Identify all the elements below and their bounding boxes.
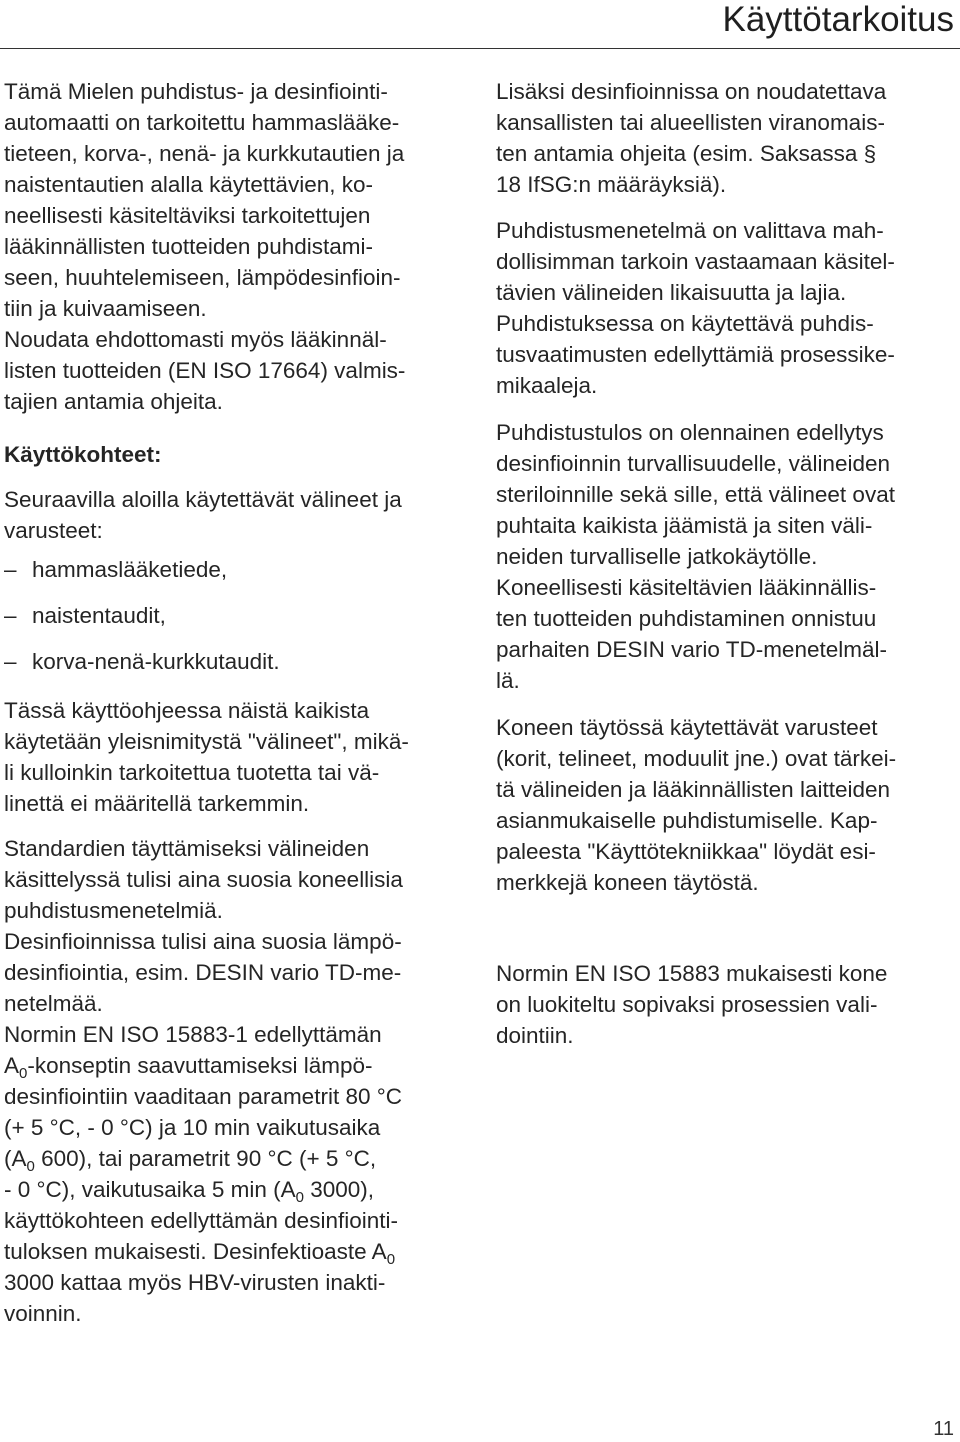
text-line: käsittelyssä tulisi aina suosia koneellisia	[4, 867, 403, 892]
list-item	[4, 593, 472, 639]
text-line: voinnin.	[4, 1301, 82, 1326]
a0-symbol: A	[4, 1053, 20, 1078]
dash-bullet: –	[4, 557, 17, 582]
text-line: paleesta "Käyttötekniikkaa" löydät esi-	[496, 839, 876, 864]
text-line: parhaiten DESIN vario TD-menetelmäl-	[496, 637, 887, 662]
dash-bullet: –	[4, 603, 17, 628]
text-line: linettä ei määritellä tarkemmin.	[4, 791, 310, 816]
a0-subscript: 0	[295, 1189, 304, 1206]
page-number: 11	[933, 1418, 954, 1440]
text-line: käyttökohteen edellyttämän desinfiointi-	[4, 1208, 398, 1233]
text-line: Koneen täytössä käytettävät varusteet	[496, 715, 878, 740]
text-line: käytetään yleisnimitystä "välineet", mikä-	[4, 729, 409, 754]
list-item-label: korva-nenä-kurkkutaudit.	[32, 649, 280, 674]
dash-bullet: –	[4, 649, 17, 674]
text-line: 3000 kattaa myös HBV-virusten inakti-	[4, 1270, 386, 1295]
text-line: dollisimman tarkoin vastaamaan käsitel-	[496, 249, 895, 274]
authorities-paragraph	[496, 76, 956, 200]
text-fragment: - 0 °C), vaikutusaika 5 min (A	[4, 1177, 296, 1202]
text-line	[4, 1236, 472, 1267]
text-line: Noudata ehdottomasti myös lääkinnäl-	[4, 327, 387, 352]
text-fragment: (A	[4, 1146, 27, 1171]
text-line: (+ 5 °C, - 0 °C) ja 10 min vaikutusaika	[4, 1115, 381, 1140]
text-line: desinfioinnin turvallisuudelle, välineiden	[496, 451, 891, 476]
text-line: merkkejä koneen täytöstä.	[496, 870, 759, 895]
terms-paragraph	[4, 695, 472, 819]
text-line: Standardien täyttämiseksi välineiden	[4, 836, 370, 861]
text-line	[4, 1143, 472, 1174]
text-fragment: 3000),	[303, 1177, 374, 1202]
text-line: Puhdistuksessa on käytettävä puhdis-	[496, 311, 874, 336]
text-line: 18 IfSG:n määräyksiä).	[496, 172, 727, 197]
fields-paragraph	[4, 484, 472, 546]
text-line: Normin EN ISO 15883-1 edellyttämän	[4, 1022, 382, 1047]
text-line: automaatti on tarkoitettu hammaslääke-	[4, 110, 400, 135]
text-line: seen, huuhtelemiseen, lämpödesinfioin-	[4, 265, 401, 290]
text-line: desinfiointiin vaaditaan parametrit 80 °C	[4, 1084, 402, 1109]
text-line: Normin EN ISO 15883 mukaisesti kone	[496, 961, 888, 986]
text-line: Tämä Mielen puhdistus- ja desinfiointi-	[4, 79, 388, 104]
text-line: tajien antamia ohjeita.	[4, 389, 223, 414]
list-item	[4, 639, 472, 685]
text-line: tä välineiden ja lääkinnällisten laitteiden	[496, 777, 891, 802]
section-heading: Käyttökohteet:	[4, 442, 162, 467]
method-paragraph	[496, 215, 956, 401]
text-line: Tässä käyttöohjeessa näistä kaikista	[4, 698, 370, 723]
text-line: li kulloinkin tarkoitettua tuotetta tai vä-	[4, 760, 380, 785]
text-line: tävien välineiden likaisuutta ja lajia.	[496, 280, 847, 305]
text-line: mikaaleja.	[496, 373, 598, 398]
text-fragment: 600), tai parametrit 90 °C (+ 5 °C,	[34, 1146, 377, 1171]
text-line: lä.	[496, 668, 520, 693]
text-line: lääkinnällisten tuotteiden puhdistami-	[4, 234, 373, 259]
text-line: ten antamia ohjeita (esim. Saksassa §	[496, 141, 877, 166]
standards-paragraph	[4, 833, 472, 1329]
list-item-label: hammaslääketiede,	[32, 557, 228, 582]
a0-subscript: 0	[386, 1251, 396, 1268]
text-line	[4, 1174, 472, 1205]
text-line: puhdistusmenetelmiä.	[4, 898, 223, 923]
text-line: on luokiteltu sopivaksi prosessien vali-	[496, 992, 878, 1017]
text-line: asianmukaiselle puhdistumiselle. Kap-	[496, 808, 878, 833]
text-fragment: -konseptin saavuttamiseksi lämpö-	[27, 1053, 373, 1078]
text-line: tiin ja kuivaamiseen.	[4, 296, 207, 321]
text-line: kansallisten tai alueellisten viranomais-	[496, 110, 885, 135]
text-fragment: tuloksen mukaisesti. Desinfektioaste A	[4, 1239, 387, 1264]
page-title: Käyttötarkoitus	[722, 0, 954, 39]
intro-paragraph	[4, 76, 472, 417]
text-line: tusvaatimusten edellyttämiä prosessike-	[496, 342, 895, 367]
fields-list	[4, 547, 472, 685]
header-divider	[0, 48, 960, 49]
text-line: desinfiointia, esim. DESIN vario TD-me-	[4, 960, 402, 985]
validation-paragraph	[496, 958, 956, 1051]
right-column	[496, 76, 956, 1051]
result-paragraph	[496, 417, 956, 696]
text-line: neellisesti käsiteltäviksi tarkoitettujen	[4, 203, 371, 228]
text-line: puhtaita kaikista jäämistä ja siten väli-	[496, 513, 873, 538]
text-line: Puhdistusmenetelmä on valittava mah-	[496, 218, 884, 243]
text-line: steriloinnille sekä sille, että välineet ovat	[496, 482, 895, 507]
list-item-label: naistentaudit,	[32, 603, 166, 628]
left-column	[4, 76, 472, 1329]
text-line	[4, 1050, 472, 1081]
text-line: naistentautien alalla käytettävien, ko-	[4, 172, 373, 197]
accessories-paragraph	[496, 712, 956, 898]
text-line: (korit, telineet, moduulit jne.) ovat tärkei-	[496, 746, 897, 771]
text-line: Puhdistustulos on olennainen edellytys	[496, 420, 884, 445]
text-line: netelmää.	[4, 991, 103, 1016]
text-line: listen tuotteiden (EN ISO 17664) valmis-	[4, 358, 406, 383]
text-line: Koneellisesti käsiteltävien lääkinnällis-	[496, 575, 877, 600]
text-line: Seuraavilla aloilla käytettävät välineet ja	[4, 487, 402, 512]
text-line: Desinfioinnissa tulisi aina suosia lämpö-	[4, 929, 402, 954]
a0-subscript: 0	[26, 1158, 35, 1175]
text-line: dointiin.	[496, 1023, 574, 1048]
text-line: tieteen, korva-, nenä- ja kurkkutautien ja	[4, 141, 405, 166]
text-line: ten tuotteiden puhdistaminen onnistuu	[496, 606, 877, 631]
text-line: varusteet:	[4, 518, 103, 543]
text-line: Lisäksi desinfioinnissa on noudatettava	[496, 79, 887, 104]
text-line: neiden turvalliselle jatkokäytölle.	[496, 544, 818, 569]
a0-subscript: 0	[19, 1065, 28, 1082]
list-item	[4, 547, 472, 593]
